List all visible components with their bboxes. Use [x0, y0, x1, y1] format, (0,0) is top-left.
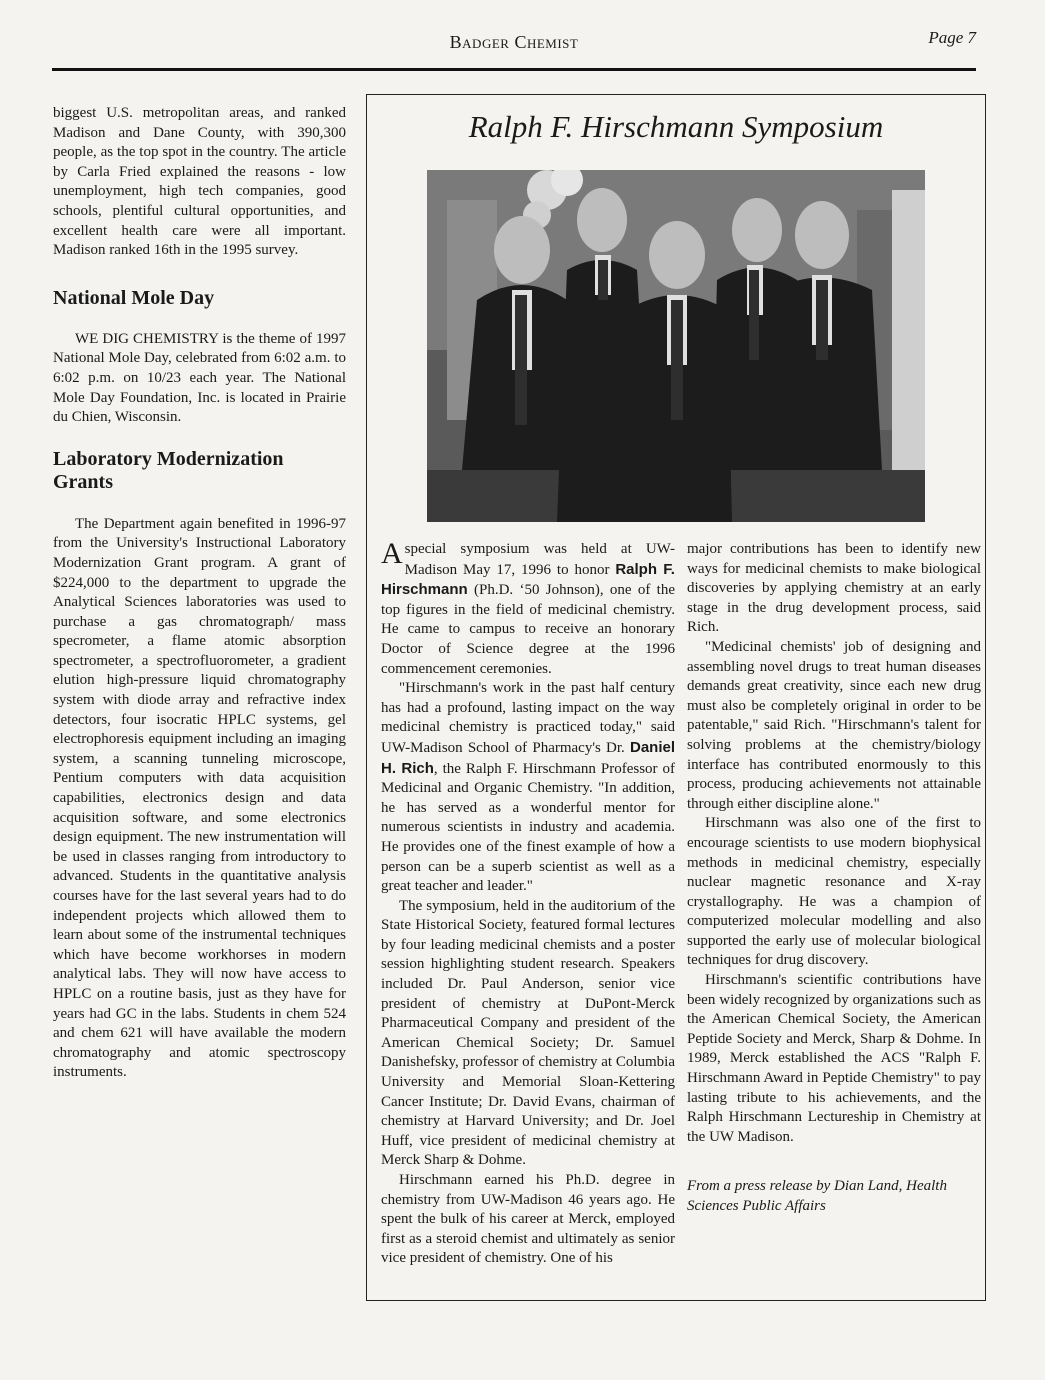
page-number: Page 7	[928, 28, 976, 47]
article-paragraph: "Hirschmann's work in the past half century has had a profound, lasting impact on the way medicinal chemistry is practiced today," said UW-Madison School of Pharmacy's Dr. Daniel H. Rich, the Ralph F. Hirschmann Professor of Medicinal and Organic Chemistry. "In addition, he has served as a wonderful mentor for numerous scientists in industry and academia. He provides one of the finest example of how a person can be a superb scientist as well as a great teacher and leader."	[381, 680, 675, 895]
mole-day-heading: National Mole Day	[53, 286, 215, 309]
lab-grants-heading: Laboratory Modernization Grants	[53, 447, 284, 493]
article-paragraph: "Medicinal chemists' job of designing and assembling novel drugs to treat human diseases demands great creativity, since each new drug must also be completely original in order to be patentable," said Rich. "Hirschmann's talent for solving problems at the chemistry/biology interface has contributed enormously to this process, producing achievements not attainable through either discipline alone."	[687, 638, 981, 812]
article-paragraph: major contributions has been to identify new ways for medicinal chemists to make biological discoveries by applying chemistry at an early stage in the drug development process, said Rich.	[687, 541, 981, 636]
article-column-1	[381, 537, 675, 1269]
press-release-credit: From a press release by Dian Land, Health Sciences Public Affairs	[687, 1178, 947, 1214]
publication-title: Badger Chemist	[449, 32, 579, 52]
article-paragraph: Hirschmann earned his Ph.D. degree in chemistry from UW-Madison 46 years ago. He spent the bulk of his career at Merck, employed first as a steroid chemist and ultimately as senior vice president of chemistry. One of his	[381, 1172, 675, 1267]
group-photo	[427, 170, 925, 522]
feature-box	[366, 94, 986, 1301]
drop-cap: A	[381, 537, 403, 570]
article-paragraph: Hirschmann was also one of the first to encourage scientists to use modern biophysical methods in medicinal chemistry, especially nuclear magnetic resonance and X-ray crystallography. He was a champion of computerized molecular modelling and also supported the early use of molecular biological techniques for drug discovery.	[687, 815, 981, 969]
mole-day-paragraph: WE DIG CHEMISTRY is the theme of 1997 National Mole Day, celebrated from 6:02 a.m. to 6:02 p.m. on 10/23 each year. The National Mole Day Foundation, Inc. is located in Prairie du Chien, Wisconsin.	[53, 330, 346, 426]
article-column-2	[687, 540, 981, 1217]
lab-grants-paragraph: The Department again benefited in 1996-97 from the University's Instructional Laboratory Modernization Grant program. A grant of $224,000 to the department to upgrade the Analytical Sciences laboratories was used to purchase a gas chromatograph/ mass specrometer, a flame atomic absorption spectrometer, a spectrofluorometer, a gradient elution high-pressure liquid chromatography system with diode array and refractive index detectors, four isocratic HPLC systems, gel electrophoresis equipment including an imaging system, a scanning tunneling microscope, Pentium computers with data acquisition capabilities, electronics design and data acquisition software, and some electronics design equipment. The new instrumentation will be used in classes ranging from introductory to advanced. Students in the quantitative analysis courses have for the last several years had to do independent projects which allowed them to learn about some of the instrumental techniques which have become workhorses in modern analytical labs. They will now have access to HPLC on a routine basis, just as they have for years had GC in the labs. Students in chem 524 and chem 621 will have available the modern chromatography and atomic spectroscopy instruments.	[53, 515, 346, 1081]
page-header	[52, 28, 976, 71]
article-paragraph: A special symposium was held at UW-Madison May 17, 1996 to honor Ralph F. Hirschmann (Ph.D. ‘50 Johnson), one of the top figures in the field of medicinal chemistry. He came to campus to receive an honorary Doctor of Science degree at the 1996 commencement ceremonies.	[381, 537, 675, 677]
article-paragraph: The symposium, held in the auditorium of the State Historical Society, featured formal lectures by four leading medicinal chemists and a poster session highlighting student research. Speakers included Dr. Paul Anderson, senior vice president of chemistry at DuPont-Merck Pharmaceutical Company and president of the American Chemical Society; Dr. Samuel Danishefsky, professor of chemistry at Columbia University and Memorial Sloan-Kettering Cancer Institute; Dr. David Evans, chairman of chemistry at Harvard University; and Dr. Joel Huff, vice president of medicinal chemistry at Merck Sharp & Dohme.	[381, 897, 675, 1169]
left-column	[53, 104, 346, 1083]
quoted-person-name: Daniel H. Rich	[381, 738, 675, 777]
group-photo-illustration	[427, 170, 925, 522]
article-paragraph: Hirschmann's scientific contributions have been widely recognized by organizations such as the American Chemical Society, the American Peptide Society and Merck, Sharp & Dohme. In 1989, Merck established the ACS "Ralph F. Hirschmann Award in Peptide Chemistry" to pay lasting tribute to his achievements, and the Ralph Hirschmann Lectureship in Chemistry at the UW Madison.	[687, 972, 981, 1145]
intro-paragraph: biggest U.S. metropolitan areas, and ranked Madison and Dane County, with 390,300 people, as the top spot in the country. The article by Carla Fried explained the reasons - low unemployment, high tech companies, good schools, plentiful cultural opportunities, and excellent health care were all important. Madison ranked 16th in the 1995 survey.	[53, 105, 346, 259]
honoree-name: Ralph F. Hirschmann	[381, 560, 675, 599]
feature-title: Ralph F. Hirschmann Symposium	[468, 109, 884, 144]
